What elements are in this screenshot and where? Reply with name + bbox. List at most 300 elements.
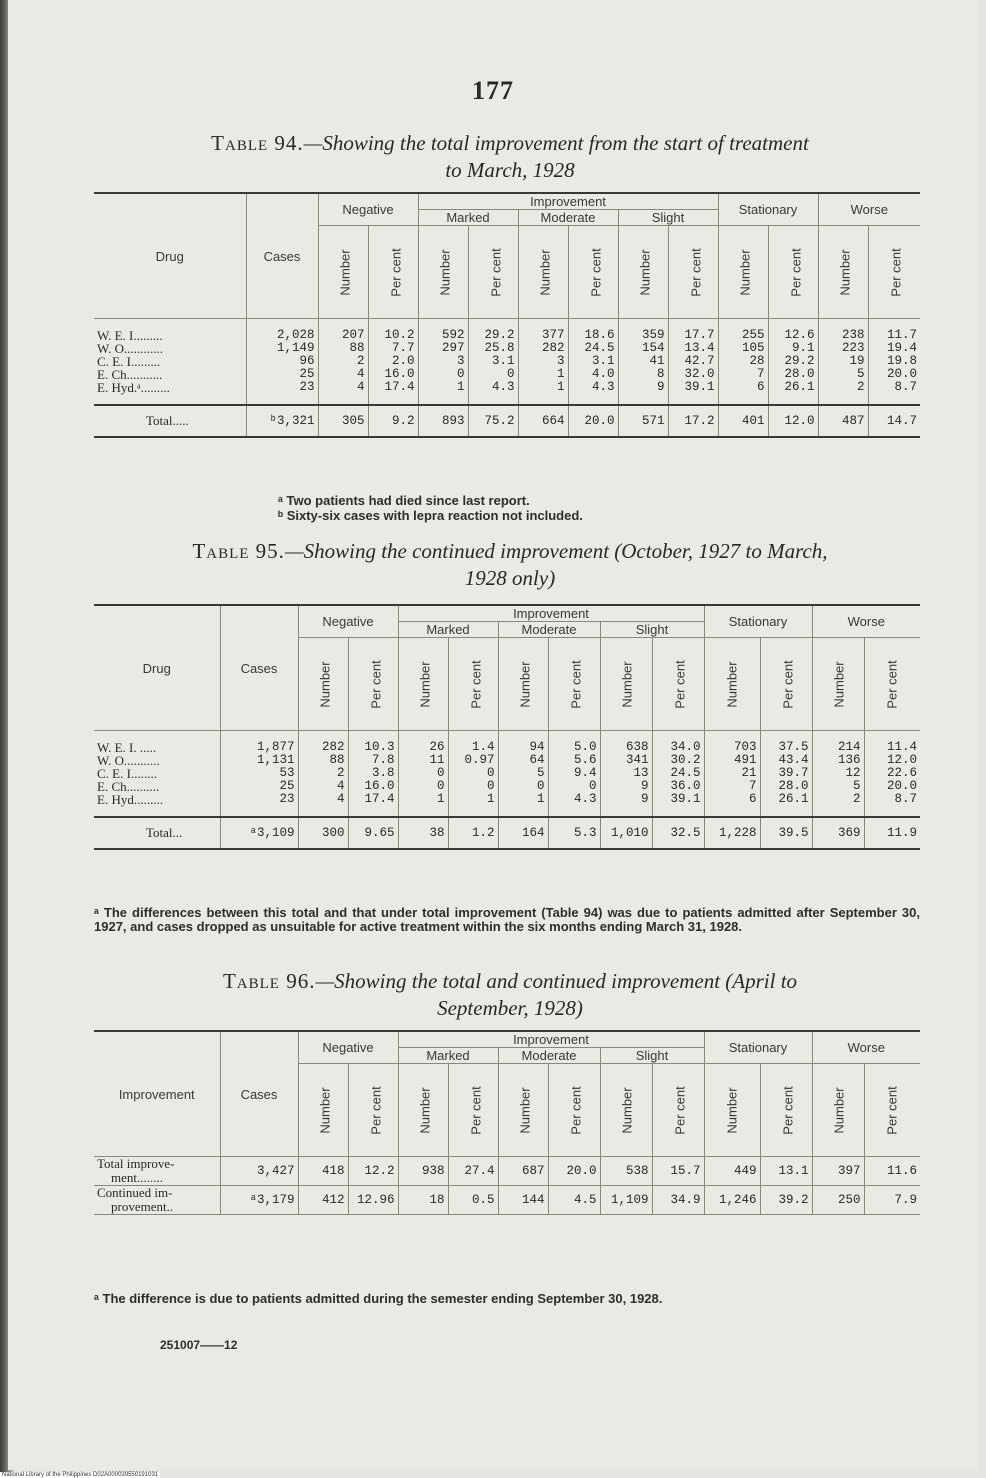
cell-value: 28	[718, 355, 768, 368]
number-label: Number	[417, 660, 433, 708]
percent-label: Per cent	[672, 1085, 688, 1135]
number-label: Number	[317, 660, 333, 708]
total-cell: 11.9	[864, 817, 920, 849]
cell-value: 12.96	[348, 1186, 398, 1215]
cases-value: 96	[246, 355, 318, 368]
negative-header: Negative	[318, 193, 418, 226]
cell-value: 7	[718, 368, 768, 381]
cell-value: 8.7	[868, 381, 920, 405]
improvement-label	[94, 1157, 220, 1186]
percent-label: Per cent	[884, 659, 900, 709]
cases-value: 2,028	[246, 319, 318, 343]
table-row	[94, 319, 920, 343]
table96-caption	[95, 968, 925, 1022]
cell-value: 11	[398, 754, 448, 767]
drug-name: C. E. I........	[94, 767, 220, 780]
number-label: Number	[337, 248, 353, 296]
cell-value: 592	[418, 319, 468, 343]
table95-title-line1: —Showing the continued improvement (October, 1927 to March,	[284, 539, 828, 563]
slight-header: Slight	[600, 1048, 704, 1064]
cell-value: 39.7	[760, 767, 812, 780]
table96-title-line1: —Showing the total and continued improvement (April to	[315, 969, 798, 993]
cell-value: 418	[298, 1157, 348, 1186]
cases-value: 1,149	[246, 342, 318, 355]
drug-name: E. Ch...........	[94, 368, 246, 381]
percent-label: Per cent	[688, 247, 704, 297]
percent-subheader	[348, 638, 398, 731]
cell-value: 5.6	[548, 754, 600, 767]
negative-header: Negative	[298, 605, 398, 638]
total-cell: 305	[318, 405, 368, 437]
table-row	[94, 731, 920, 755]
number-label: Number	[724, 660, 740, 708]
cell-value: 0	[468, 368, 518, 381]
cell-value: 26.1	[768, 381, 818, 405]
cell-value: 11.6	[864, 1157, 920, 1186]
table95-title-line2: 1928 only)	[464, 566, 556, 590]
cell-value: 27.4	[448, 1157, 498, 1186]
drug-name: W. O...........	[94, 754, 220, 767]
cell-value: 13.4	[668, 342, 718, 355]
cell-value: 4	[298, 793, 348, 817]
cell-value: 88	[318, 342, 368, 355]
cell-value: 88	[298, 754, 348, 767]
number-subheader	[812, 638, 864, 731]
table95	[94, 604, 920, 850]
drug-name: E. Hyd.........	[94, 793, 220, 817]
total-cell: 75.2	[468, 405, 518, 437]
print-code: 251007——12	[160, 1338, 238, 1352]
percent-subheader	[548, 638, 600, 731]
number-label: Number	[317, 1086, 333, 1134]
marked-header: Marked	[398, 622, 498, 638]
number-subheader	[398, 638, 448, 731]
cell-value: 4.0	[568, 368, 618, 381]
percent-label: Per cent	[588, 247, 604, 297]
number-label: Number	[437, 248, 453, 296]
improvement-label-line2: provement..	[111, 1199, 174, 1214]
cell-value: 1,109	[600, 1186, 652, 1215]
cell-value: 43.4	[760, 754, 812, 767]
cases-value: ᵃ3,179	[220, 1186, 298, 1215]
number-subheader	[418, 226, 468, 319]
table96-label: Table 96.	[222, 969, 316, 993]
number-subheader	[718, 226, 768, 319]
total-cell: 164	[498, 817, 548, 849]
cell-value: 154	[618, 342, 668, 355]
percent-label: Per cent	[780, 1085, 796, 1135]
cases-value: 23	[220, 793, 298, 817]
cases-header: Cases	[246, 193, 318, 319]
cell-value: 0	[448, 767, 498, 780]
percent-subheader	[548, 1064, 600, 1157]
percent-subheader	[668, 226, 718, 319]
cell-value: 1	[498, 793, 548, 817]
number-subheader	[600, 638, 652, 731]
cell-value: 16.0	[368, 368, 418, 381]
total-label: Total.....	[94, 405, 246, 437]
cell-value: 0	[418, 368, 468, 381]
cell-value: 29.2	[768, 355, 818, 368]
cell-value: 20.0	[548, 1157, 600, 1186]
total-cell: 571	[618, 405, 668, 437]
cell-value: 282	[298, 731, 348, 755]
percent-subheader	[348, 1064, 398, 1157]
cell-value: 9	[618, 381, 668, 405]
cell-value: 4.5	[548, 1186, 600, 1215]
drug-name: E. Ch..........	[94, 780, 220, 793]
cell-value: 19	[818, 355, 868, 368]
cell-value: 687	[498, 1157, 548, 1186]
marked-header: Marked	[418, 210, 518, 226]
table-row	[94, 1157, 920, 1186]
cell-value: 5	[818, 368, 868, 381]
table96	[94, 1030, 920, 1215]
cell-value: 13	[600, 767, 652, 780]
cell-value: 377	[518, 319, 568, 343]
percent-label: Per cent	[884, 1085, 900, 1135]
cases-value: 1,877	[220, 731, 298, 755]
total-cases: ᵃ3,109	[220, 817, 298, 849]
number-subheader	[298, 638, 348, 731]
percent-subheader	[652, 1064, 704, 1157]
number-subheader	[704, 638, 760, 731]
cell-value: 18	[398, 1186, 448, 1215]
table94-note-b: ᵇ Sixty-six cases with lepra reaction not included.	[278, 508, 583, 523]
percent-subheader	[864, 1064, 920, 1157]
cell-value: 16.0	[348, 780, 398, 793]
cell-value: 6	[718, 381, 768, 405]
cases-header: Cases	[220, 605, 298, 731]
total-cell: 9.2	[368, 405, 418, 437]
cell-value: 341	[600, 754, 652, 767]
cell-value: 207	[318, 319, 368, 343]
cell-value: 11.7	[868, 319, 920, 343]
improvement-row-header: Improvement	[94, 1031, 220, 1157]
cell-value: 136	[812, 754, 864, 767]
total-cell: 893	[418, 405, 468, 437]
cell-value: 29.2	[468, 319, 518, 343]
stationary-header: Stationary	[704, 1031, 812, 1064]
total-row	[94, 817, 920, 849]
total-cell: 38	[398, 817, 448, 849]
percent-label: Per cent	[788, 247, 804, 297]
number-label: Number	[417, 1086, 433, 1134]
cell-value: 26	[398, 731, 448, 755]
number-subheader	[518, 226, 568, 319]
cell-value: 2	[318, 355, 368, 368]
cell-value: 19.4	[868, 342, 920, 355]
cell-value: 11.4	[864, 731, 920, 755]
number-label: Number	[724, 1086, 740, 1134]
stationary-header: Stationary	[704, 605, 812, 638]
total-cell: 1.2	[448, 817, 498, 849]
total-cell: 369	[812, 817, 864, 849]
number-subheader	[704, 1064, 760, 1157]
number-label: Number	[837, 248, 853, 296]
cell-value: 17.4	[348, 793, 398, 817]
percent-label: Per cent	[388, 247, 404, 297]
cell-value: 9.4	[548, 767, 600, 780]
cell-value: 7.8	[348, 754, 398, 767]
cell-value: 4	[298, 780, 348, 793]
improvement-label	[94, 1186, 220, 1215]
percent-label: Per cent	[368, 659, 384, 709]
cell-value: 12	[812, 767, 864, 780]
cell-value: 42.7	[668, 355, 718, 368]
number-label: Number	[737, 248, 753, 296]
total-row	[94, 405, 920, 437]
percent-subheader	[568, 226, 618, 319]
scan-footer: National Library of the Philippines D02A000039550191031	[2, 1472, 159, 1478]
cell-value: 4	[318, 381, 368, 405]
total-cell: 1,010	[600, 817, 652, 849]
cell-value: 9	[600, 793, 652, 817]
percent-subheader	[468, 226, 518, 319]
percent-label: Per cent	[488, 247, 504, 297]
cell-value: 17.7	[668, 319, 718, 343]
number-label: Number	[831, 660, 847, 708]
total-cell: 17.2	[668, 405, 718, 437]
cell-value: 20.0	[864, 780, 920, 793]
table94-label: Table 94.	[211, 131, 304, 155]
cell-value: 12.6	[768, 319, 818, 343]
cell-value: 8	[618, 368, 668, 381]
cell-value: 1,246	[704, 1186, 760, 1215]
percent-label: Per cent	[672, 659, 688, 709]
cell-value: 282	[518, 342, 568, 355]
cell-value: 28.0	[768, 368, 818, 381]
table95-label: Table 95.	[192, 539, 285, 563]
slight-header: Slight	[618, 210, 718, 226]
table95-caption	[95, 538, 925, 592]
percent-subheader	[448, 1064, 498, 1157]
cell-value: 0	[398, 767, 448, 780]
cell-value: 34.9	[652, 1186, 704, 1215]
cell-value: 3	[418, 355, 468, 368]
cases-header: Cases	[220, 1031, 298, 1157]
number-subheader	[398, 1064, 448, 1157]
percent-label: Per cent	[568, 659, 584, 709]
cell-value: 8.7	[864, 793, 920, 817]
number-subheader	[600, 1064, 652, 1157]
percent-label: Per cent	[468, 1085, 484, 1135]
cell-value: 144	[498, 1186, 548, 1215]
cell-value: 1	[518, 368, 568, 381]
cell-value: 3	[518, 355, 568, 368]
cell-value: 9.1	[768, 342, 818, 355]
number-subheader	[498, 1064, 548, 1157]
cell-value: 39.2	[760, 1186, 812, 1215]
cell-value: 1	[418, 381, 468, 405]
cell-value: 5	[812, 780, 864, 793]
number-subheader	[618, 226, 668, 319]
cell-value: 10.2	[368, 319, 418, 343]
number-label: Number	[831, 1086, 847, 1134]
total-cell: 5.3	[548, 817, 600, 849]
stationary-header: Stationary	[718, 193, 818, 226]
table96-note-a: ᵃ The difference is due to patients admitted during the semester ending September 30, 1928.	[94, 1291, 663, 1306]
percent-subheader	[760, 1064, 812, 1157]
cell-value: 5	[498, 767, 548, 780]
marked-header: Marked	[398, 1048, 498, 1064]
cases-value: 25	[246, 368, 318, 381]
drug-header: Drug	[94, 193, 246, 319]
number-label: Number	[517, 660, 533, 708]
slight-header: Slight	[600, 622, 704, 638]
cell-value: 21	[704, 767, 760, 780]
cell-value: 1	[448, 793, 498, 817]
number-label: Number	[537, 248, 553, 296]
number-label: Number	[619, 1086, 635, 1134]
cell-value: 20.0	[868, 368, 920, 381]
cell-value: 3.1	[568, 355, 618, 368]
cell-value: 0.5	[448, 1186, 498, 1215]
cell-value: 19.8	[868, 355, 920, 368]
number-subheader	[298, 1064, 348, 1157]
number-label: Number	[637, 248, 653, 296]
cell-value: 30.2	[652, 754, 704, 767]
moderate-header: Moderate	[518, 210, 618, 226]
total-cases: ᵇ3,321	[246, 405, 318, 437]
table94-title-line2: to March, 1928	[445, 158, 575, 182]
table-row	[94, 1186, 920, 1215]
table94-title-line1: —Showing the total improvement from the start of treatment	[303, 131, 809, 155]
cell-value: 1.4	[448, 731, 498, 755]
improvement-header: Improvement	[398, 1031, 704, 1048]
percent-label: Per cent	[780, 659, 796, 709]
improvement-label-line1: Continued im-	[97, 1185, 173, 1200]
moderate-header: Moderate	[498, 622, 600, 638]
table96-title-line2: September, 1928)	[437, 996, 583, 1020]
cell-value: 491	[704, 754, 760, 767]
total-cell: 12.0	[768, 405, 818, 437]
table94	[94, 192, 920, 438]
cell-value: 6	[704, 793, 760, 817]
total-cell: 1,228	[704, 817, 760, 849]
number-label: Number	[619, 660, 635, 708]
drug-name: C. E. I.........	[94, 355, 246, 368]
cell-value: 638	[600, 731, 652, 755]
table94-caption	[95, 130, 925, 184]
table-row	[94, 793, 920, 817]
total-cell: 20.0	[568, 405, 618, 437]
cell-value: 28.0	[760, 780, 812, 793]
percent-subheader	[760, 638, 812, 731]
cell-value: 0	[448, 780, 498, 793]
cell-value: 4.3	[548, 793, 600, 817]
improvement-label-line2: ment........	[111, 1170, 163, 1185]
cell-value: 37.5	[760, 731, 812, 755]
cell-value: 0	[398, 780, 448, 793]
cell-value: 5.0	[548, 731, 600, 755]
percent-subheader	[768, 226, 818, 319]
percent-subheader	[652, 638, 704, 731]
cases-value: 53	[220, 767, 298, 780]
number-label: Number	[517, 1086, 533, 1134]
cell-value: 297	[418, 342, 468, 355]
cell-value: 64	[498, 754, 548, 767]
cell-value: 214	[812, 731, 864, 755]
cell-value: 7.7	[368, 342, 418, 355]
negative-header: Negative	[298, 1031, 398, 1064]
cell-value: 34.0	[652, 731, 704, 755]
drug-name: W. E. I.........	[94, 319, 246, 343]
total-cell: 39.5	[760, 817, 812, 849]
cell-value: 2	[298, 767, 348, 780]
cell-value: 938	[398, 1157, 448, 1186]
number-subheader	[318, 226, 368, 319]
cell-value: 3.1	[468, 355, 518, 368]
cell-value: 0.97	[448, 754, 498, 767]
cell-value: 2.0	[368, 355, 418, 368]
moderate-header: Moderate	[498, 1048, 600, 1064]
percent-subheader	[448, 638, 498, 731]
cell-value: 12.0	[864, 754, 920, 767]
cell-value: 12.2	[348, 1157, 398, 1186]
cell-value: 39.1	[668, 381, 718, 405]
cell-value: 0	[498, 780, 548, 793]
cases-value: 23	[246, 381, 318, 405]
total-label: Total...	[94, 817, 220, 849]
cases-value: 1,131	[220, 754, 298, 767]
table95-note-a: ᵃ The differences between this total and that under total improvement (Table 94) was due to patients admitted after September 30, 1927, and cases dropped as unsuitable for active treatment within the six months ending March 31, 1928.	[94, 905, 920, 934]
cell-value: 359	[618, 319, 668, 343]
cell-value: 4.3	[468, 381, 518, 405]
drug-name: W. E. I. .....	[94, 731, 220, 755]
cases-value: 25	[220, 780, 298, 793]
drug-name: E. Hyd.ᵃ.........	[94, 381, 246, 405]
cell-value: 1	[398, 793, 448, 817]
percent-subheader	[368, 226, 418, 319]
cell-value: 223	[818, 342, 868, 355]
cell-value: 7.9	[864, 1186, 920, 1215]
total-cell: 32.5	[652, 817, 704, 849]
cases-value: 3,427	[220, 1157, 298, 1186]
cell-value: 9	[600, 780, 652, 793]
total-cell: 14.7	[868, 405, 920, 437]
drug-header: Drug	[94, 605, 220, 731]
total-cell: 9.65	[348, 817, 398, 849]
cell-value: 0	[548, 780, 600, 793]
worse-header: Worse	[812, 1031, 920, 1064]
cell-value: 7	[704, 780, 760, 793]
cell-value: 105	[718, 342, 768, 355]
cell-value: 10.3	[348, 731, 398, 755]
total-cell: 487	[818, 405, 868, 437]
total-cell: 401	[718, 405, 768, 437]
cell-value: 1	[518, 381, 568, 405]
cell-value: 3.8	[348, 767, 398, 780]
cell-value: 24.5	[568, 342, 618, 355]
cell-value: 538	[600, 1157, 652, 1186]
cell-value: 4.3	[568, 381, 618, 405]
cell-value: 22.6	[864, 767, 920, 780]
table-row	[94, 381, 920, 405]
cell-value: 703	[704, 731, 760, 755]
percent-label: Per cent	[368, 1085, 384, 1135]
cell-value: 255	[718, 319, 768, 343]
cell-value: 238	[818, 319, 868, 343]
number-subheader	[498, 638, 548, 731]
cell-value: 397	[812, 1157, 864, 1186]
cell-value: 39.1	[652, 793, 704, 817]
cell-value: 41	[618, 355, 668, 368]
cell-value: 15.7	[652, 1157, 704, 1186]
cell-value: 17.4	[368, 381, 418, 405]
cell-value: 4	[318, 368, 368, 381]
cell-value: 250	[812, 1186, 864, 1215]
